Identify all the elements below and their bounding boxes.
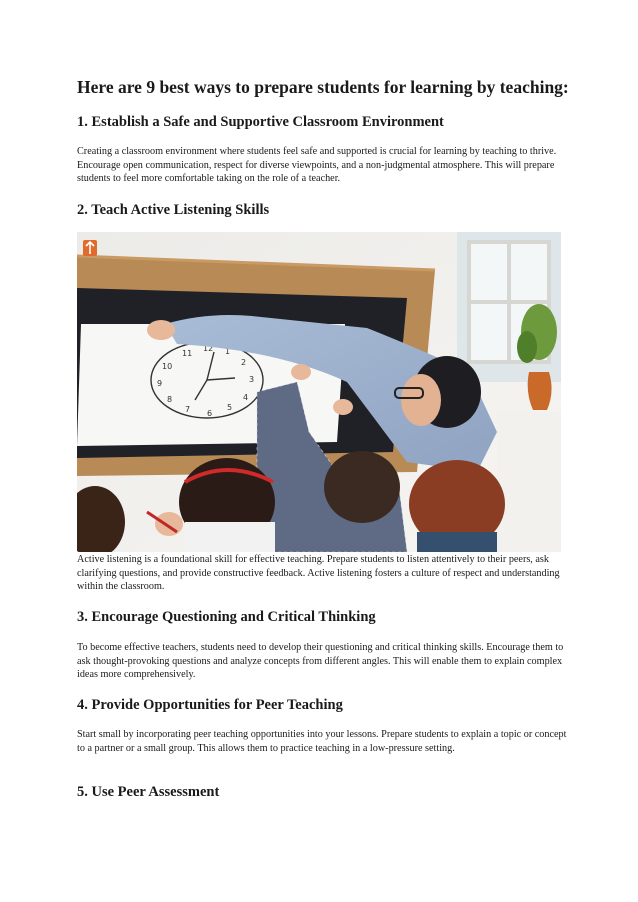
clock-number-7: 7 <box>185 405 191 414</box>
clock-number-4: 4 <box>243 393 249 402</box>
clock-number-5: 5 <box>227 403 233 412</box>
student-auburn <box>409 460 505 552</box>
section-body-3: To become effective teachers, students need to develop their questioning and critical thinking skills. Encourage them to ask thought-provoking questions and analyze concepts from different angles. This will enable them to explain complex ideas more comprehensively. <box>77 642 564 681</box>
clock-number-8: 8 <box>167 395 173 404</box>
section-body-1: Creating a classroom environment where students feel safe and supported is crucial for learning by teaching to thrive. Encourage open communication, respect for diverse viewpoints, and a non-judgmental atmosphere. This will prepare students to feel more comfortable taking on the role of a teacher. <box>77 146 557 185</box>
clock-number-6: 6 <box>207 409 213 418</box>
student-red-headband <box>179 458 275 552</box>
section-heading-3: 3. Encourage Questioning and Critical Thinking <box>77 609 376 625</box>
section-heading-1: 1. Establish a Safe and Supportive Classroom Environment <box>77 114 444 130</box>
clock-number-1: 1 <box>225 347 231 356</box>
clock-number-12: 12 <box>203 344 214 353</box>
logo-icon <box>83 240 97 256</box>
section-heading-4: 4. Provide Opportunities for Peer Teaching <box>77 697 343 713</box>
section-body-2: Active listening is a foundational skill for effective teaching. Prepare students to listen attentively to their peers, ask clarifying questions, and provide constructive feedback. Active listening fosters a culture of respect and understanding within the classroom. <box>77 554 560 593</box>
clock-number-2: 2 <box>241 358 247 367</box>
page-title: Here are 9 best ways to prepare students for learning by teaching: <box>77 77 569 97</box>
section-body-4: Start small by incorporating peer teaching opportunities into your lessons. Prepare students to explain a topic or concept to a partner or a small group. This allows them to practice teaching in a low-pressure setting. <box>77 729 567 754</box>
section-heading-5: 5. Use Peer Assessment <box>77 784 220 800</box>
section-heading-2: 2. Teach Active Listening Skills <box>77 202 270 218</box>
clock-number-10: 10 <box>162 362 173 371</box>
clock-number-9: 9 <box>157 379 163 388</box>
classroom-photo <box>77 232 561 552</box>
clock-number-11: 11 <box>182 349 193 358</box>
clock-number-3: 3 <box>249 375 255 384</box>
